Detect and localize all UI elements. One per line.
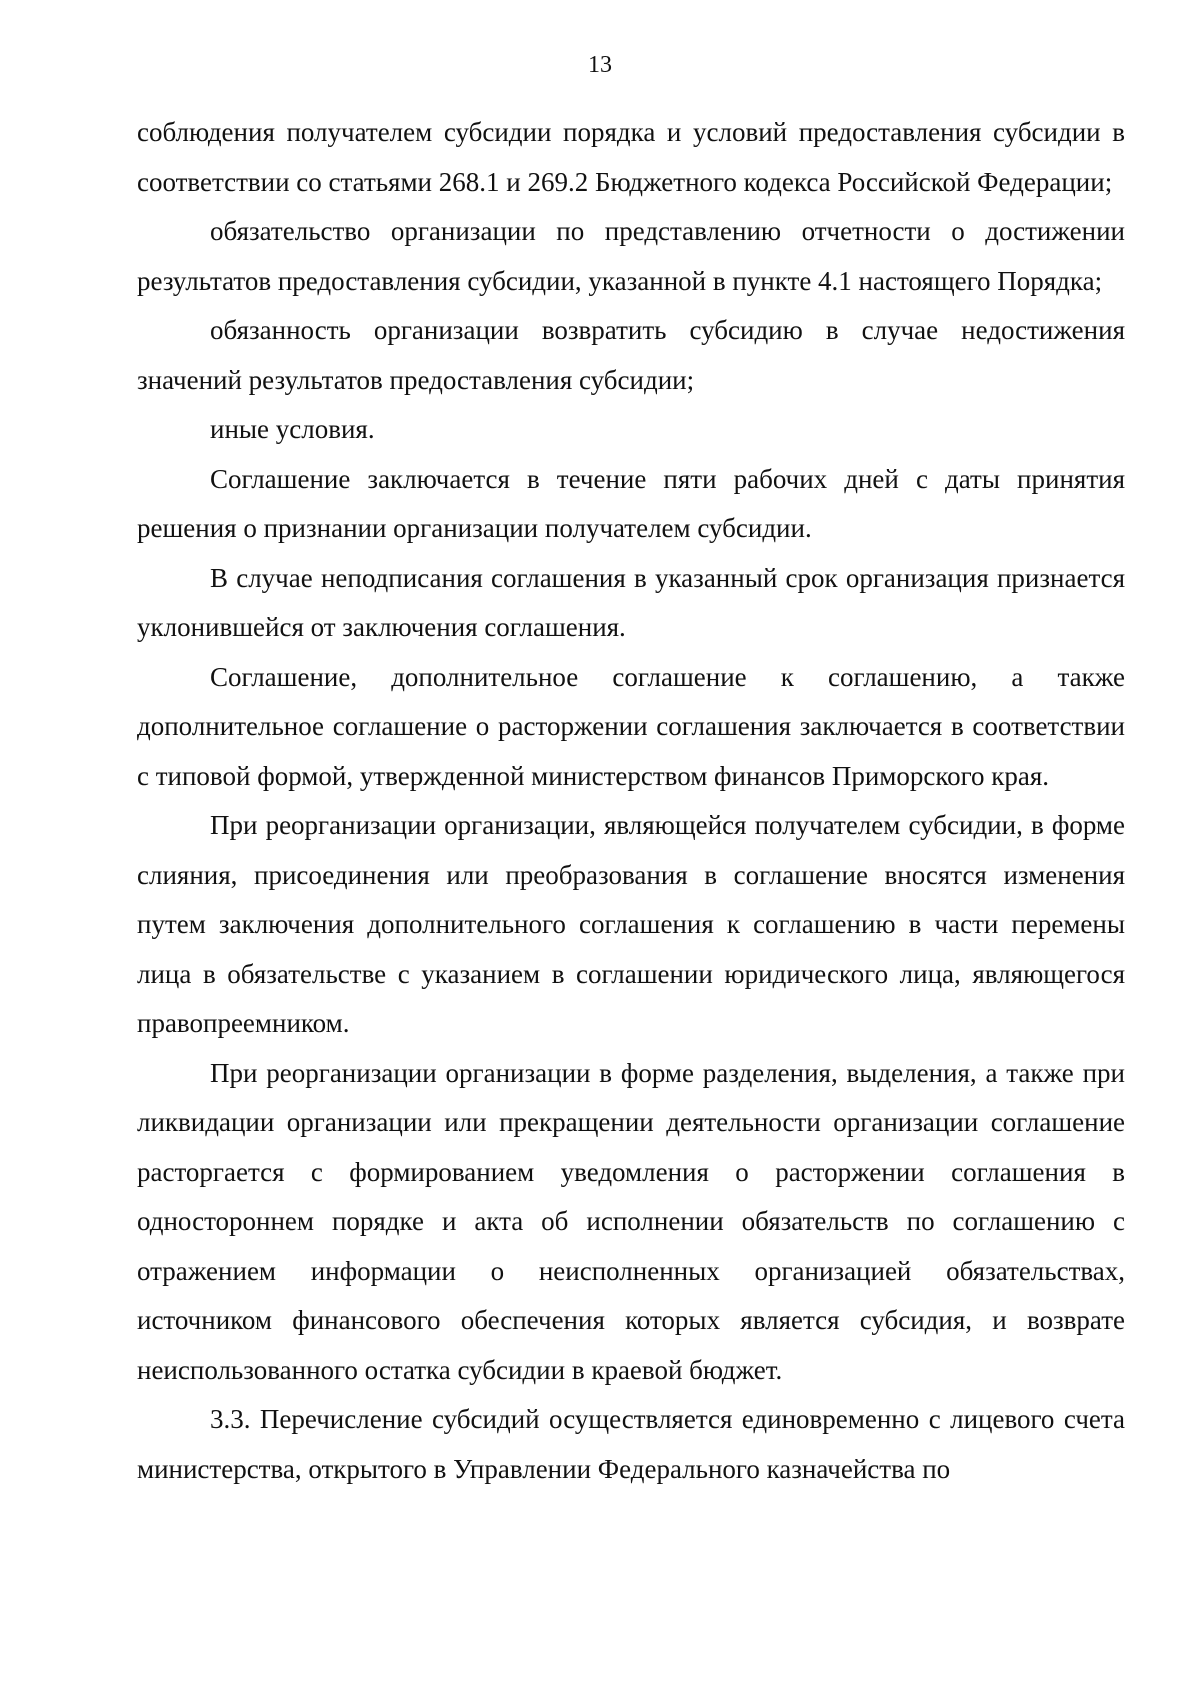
paragraph-8: При реорганизации организации, являющейся получателем субсидии, в форме слияния, присоединения или преобразования в соглашение вносятся изменения путем заключения дополнительного соглашения к соглашению в части перемены лица в обязательстве с указанием в соглашении юридического лица, являющегося правопреемником. — [137, 810, 1125, 1038]
paragraph-5: Соглашение заключается в течение пяти рабочих дней с даты принятия решения о признании организации получателем субсидии. — [137, 463, 1125, 543]
page-number: 13 — [588, 52, 612, 78]
paragraph-9: При реорганизации организации в форме разделения, выделения, а также при ликвидации организации или прекращении деятельности организации соглашение расторгается с формированием уведомления о расторжении соглашения в одностороннем порядке и акта об исполнении обязательств по соглашению с отражением информации о неисполненных организацией обязательствах, источником финансового обеспечения которых является субсидия, и возврате неиспользованного остатка субсидии в краевой бюджет. — [137, 1057, 1125, 1385]
paragraph-10: 3.3. Перечисление субсидий осуществляется единовременно с лицевого счета министерства, открытого в Управлении Федерального казначейства по — [137, 1404, 1125, 1484]
paragraph-7: Соглашение, дополнительное соглашение к соглашению, а также дополнительное соглашение о расторжении соглашения заключается в соответствии с типовой формой, утвержденной министерством финансов Приморского края. — [137, 661, 1125, 791]
paragraph-2: обязательство организации по представлению отчетности о достижении результатов предоставления субсидии, указанной в пункте 4.1 настоящего Порядка; — [137, 216, 1125, 296]
document-body — [137, 108, 1125, 1494]
paragraph-6: В случае неподписания соглашения в указанный срок организация признается уклонившейся от заключения соглашения. — [137, 562, 1125, 642]
paragraph-1: соблюдения получателем субсидии порядка и условий предоставления субсидии в соответствии со статьями 268.1 и 269.2 Бюджетного кодекса Российской Федерации; — [137, 117, 1125, 197]
paragraph-4: иные условия. — [210, 414, 375, 444]
paragraph-3: обязанность организации возвратить субсидию в случае недостижения значений результатов предоставления субсидии; — [137, 315, 1125, 395]
